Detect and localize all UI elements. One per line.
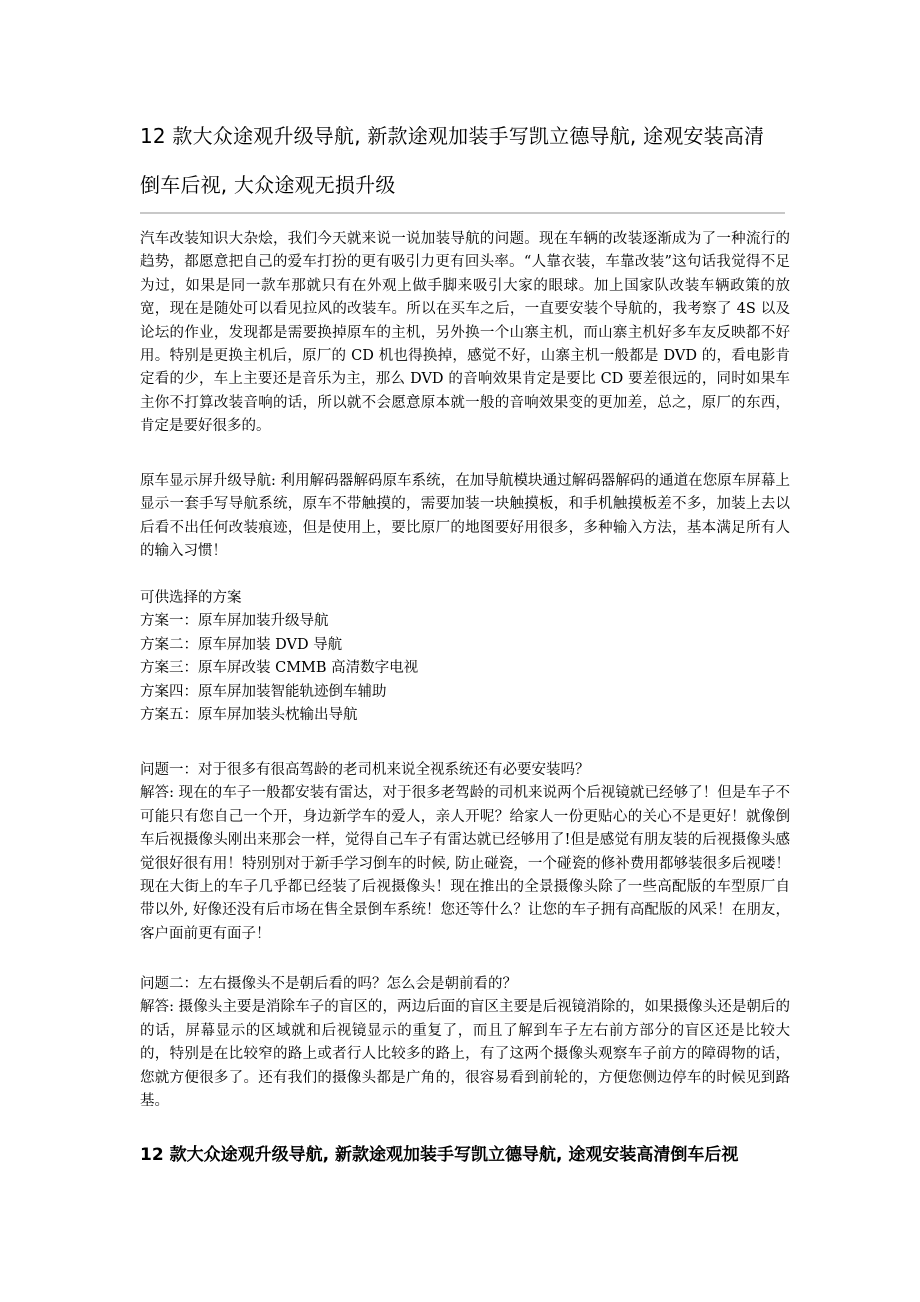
upgrade-paragraph: 原车显示屏升级导航: 利用解码器解码原车系统，在加导航模块通过解码器解码的通道在您原车屏幕上显示一套手写导航系统，原车不带触摸的，需要加装一块触摸板，和手机触摸板差不多，加装上去以后看不出任何改装痕迹，但是使用上，要比原厂的地图要好用很多，多种输入方法，基本满足所有人的输入习惯！ [140,473,790,560]
section-title-repeat: 12 款大众途观升级导航, 新款途观加装手写凯立德导航, 途观安装高清倒车后视 [140,1145,739,1165]
plan-item: 方案五：原车屏加装头枕输出导航 [140,707,358,724]
plan-item: 方案一：原车屏加装升级导航 [140,613,329,630]
intro-paragraph: 汽车改装知识大杂烩，我们今天就来说一说加装导航的问题。现在车辆的改装逐渐成为了一种流行的趋势，都愿意把自己的爱车打扮的更有吸引力更有回头率。“人靠衣装，车靠改装”这句话我觉得不足为过，如果是同一款车那就只有在外观上做手脚来吸引大家的眼球。加上国家队改装车辆政策的放宽，现在是随处可以看见拉风的改装车。所以在买车之后，一直要安装个导航的，我考察了 4S 以及论坛的作业，发现都是需要换掉原车的主机，另外换一个山寨主机，而山寨主机好多车友反映都不好用。特别是更换主机后，原厂的 CD 机也得换掉，感觉不好，山寨主机一般都是 DVD 的，看电影肯定看的少，车上主要还是音乐为主，那么 DVD 的音响效果肯定是要比 CD 要差很远的，同时如果车主你不打算改装音响的话，所以就不会愿意原本就一般的音响效果变的更加差，总之，原厂的东西，肯定是要好很多的。 [140,231,790,435]
page-title-line-1: 12 款大众途观升级导航, 新款途观加装手写凯立德导航, 途观安装高清 [140,124,765,148]
faq-2 [140,973,790,1113]
page-title-line-2: 倒车后视, 大众途观无损升级 [140,173,396,197]
plan-item: 方案三：原车屏改装 CMMB 高清数字电视 [140,660,419,677]
faq-question-1: 问题一：对于很多有很高驾龄的老司机来说全视系统还有必要安装吗？ [140,762,590,778]
faq-answer-1: 解答: 现在的车子一般都安装有雷达，对于很多老驾龄的司机来说两个后视镜就已经够了！但是车子不可能只有您自己一个开，身边新学车的爱人，亲人开呢？给家人一份更贴心的关心不是更好！就像倒车后视摄像头刚出来那会一样，觉得自己车子有雷达就已经够用了!但是感觉有朋友装的后视摄像头感觉很好很有用！特别别对于新手学习倒车的时候, 防止碰瓷，一个碰瓷的修补费用都够装很多后视喽！现在大街上的车子几乎都已经装了后视摄像头！现在推出的全景摄像头除了一些高配版的车型原厂自带以外, 好像还没有后市场在售全景倒车系统！您还等什么？让您的车子拥有高配版的风采！在朋友，客户面前更有面子！ [140,785,790,942]
plans-heading: 可供选择的方案 [140,590,242,606]
title-divider [140,212,785,214]
faq-question-2: 问题二：左右摄像头不是朝后看的吗？怎么会是朝前看的？ [140,976,517,992]
plan-item: 方案四：原车屏加装智能轨迹倒车辅助 [140,683,387,700]
faq-answer-2: 解答: 摄像头主要是消除车子的盲区的，两边后面的盲区主要是后视镜消除的，如果摄像头还是朝后的的话，屏幕显示的区域就和后视镜显示的重复了，而且了解到车子左右前方部分的盲区还是比较大的，特别是在比较窄的路上或者行人比较多的路上，有了这两个摄像头观察车子前方的障碍物的话，您就方便很多了。还有我们的摄像头都是广角的，很容易看到前轮的，方便您侧边停车的时候见到路基。 [140,999,790,1110]
plans-list [140,587,790,727]
faq-1 [140,759,790,946]
plan-item: 方案二：原车屏加装 DVD 导航 [140,636,343,653]
